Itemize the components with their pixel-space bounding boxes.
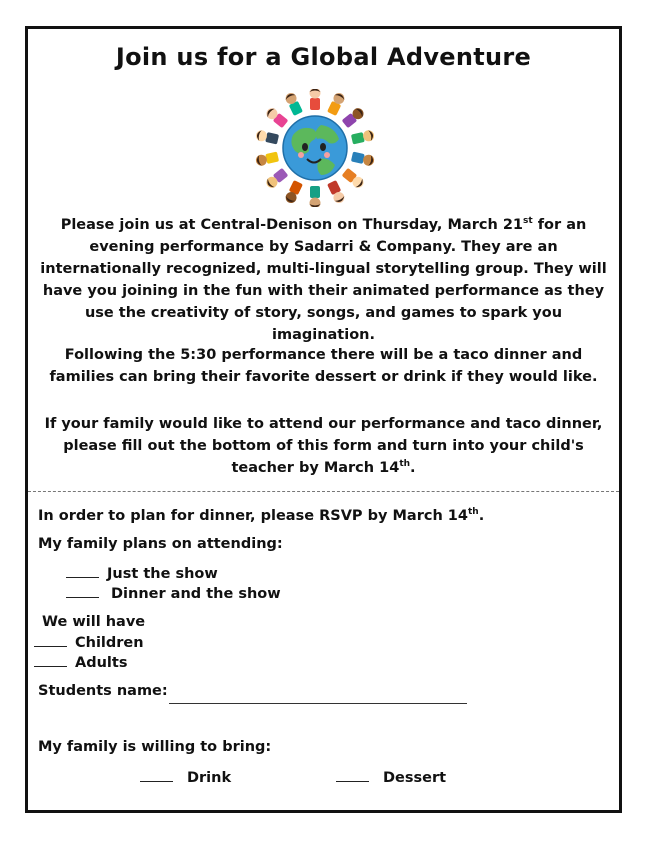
blank-line[interactable] — [34, 634, 67, 647]
option-drink[interactable]: Drink — [140, 769, 231, 786]
children-count[interactable]: Children — [34, 634, 144, 651]
option-just-show[interactable]: Just the show — [66, 565, 218, 582]
blank-line[interactable] — [34, 654, 67, 667]
dinner-paragraph: Following the 5:30 performance there will be a taco dinner and families can bring their favorite dessert or drink if they would like. — [49, 347, 598, 385]
intro-paragraph: Please join us at Central-Denison on Thursday, March 21st for an evening performance by Sadarri & Company. They are an internationally recognized, multi-lingual storytelling group. They will have you joining in the fun with their animated performance as they use the creativity of story, songs, and games to spark you imagination. — [40, 216, 607, 343]
student-name-field[interactable] — [169, 703, 467, 704]
cut-line — [28, 491, 619, 492]
child-figure — [255, 151, 279, 167]
child-figure — [341, 167, 365, 190]
child-figure — [310, 186, 321, 207]
child-figure — [351, 129, 375, 145]
child-figure — [255, 129, 279, 145]
will-have-label: We will have — [42, 614, 146, 630]
blank-line[interactable] — [66, 585, 99, 598]
child-figure — [351, 151, 375, 167]
option-dinner-show[interactable]: Dinner and the show — [66, 585, 281, 602]
blank-line[interactable] — [336, 769, 369, 782]
child-figure — [310, 89, 321, 110]
flyer-frame — [25, 26, 622, 813]
child-figure — [264, 106, 288, 129]
attend-paragraph: If your family would like to attend our performance and taco dinner, please fill out the bottom of this form and turn into your child's teacher by March 14th. — [44, 416, 603, 476]
flyer-title: Join us for a Global Adventure — [115, 43, 532, 71]
rsvp-line: In order to plan for dinner, please RSVP by March 14th. — [38, 507, 485, 524]
child-figure — [341, 106, 365, 129]
blank-line[interactable] — [140, 769, 173, 782]
blank-line[interactable] — [66, 565, 99, 578]
student-name-label: Students name: — [38, 683, 168, 699]
option-dessert[interactable]: Dessert — [336, 769, 446, 786]
attending-label: My family plans on attending: — [38, 536, 283, 552]
adults-count[interactable]: Adults — [34, 654, 127, 671]
child-figure — [327, 91, 347, 116]
child-figure — [284, 180, 304, 205]
child-figure — [327, 180, 347, 205]
child-figure — [264, 167, 288, 190]
child-figure — [284, 91, 304, 116]
globe-children-illustration — [253, 89, 378, 207]
bring-label: My family is willing to bring: — [38, 739, 272, 755]
